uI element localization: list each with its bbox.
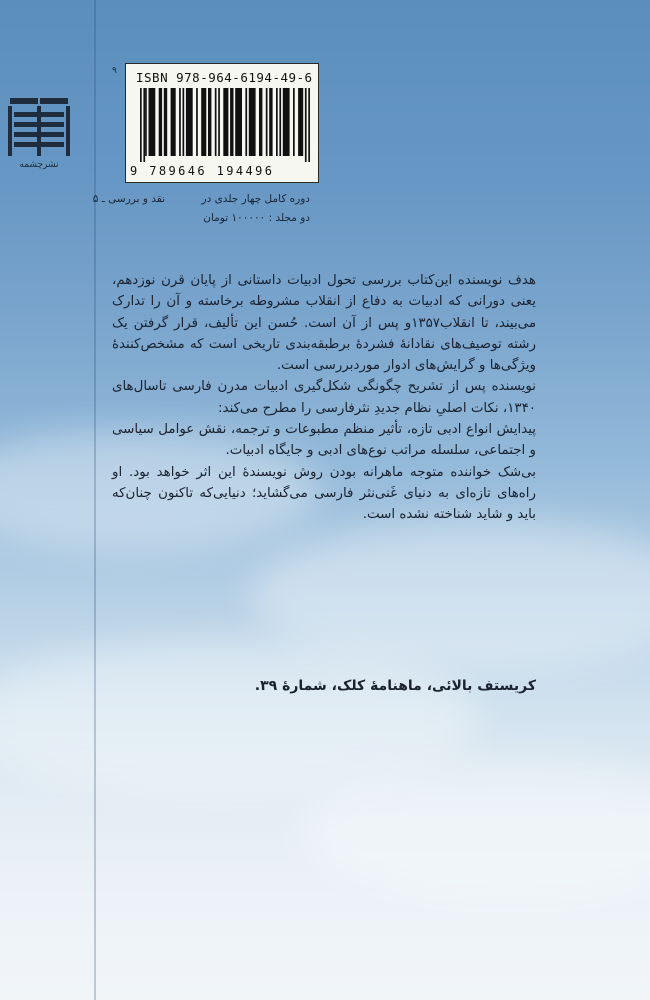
- barcode-guard-bar: [143, 88, 145, 162]
- barcode-bar: [249, 88, 256, 156]
- barcode-bar: [186, 88, 193, 156]
- back-cover-blurb: [112, 270, 536, 526]
- barcode-bar: [164, 88, 167, 156]
- barcode-bar: [201, 88, 206, 156]
- barcode-bar: [223, 88, 228, 156]
- barcode-bar: [149, 88, 156, 156]
- barcode-bar: [259, 88, 262, 156]
- review-signature: کریستف بالائی، ماهنامهٔ کلک، شمارهٔ ۳۹.: [254, 678, 536, 694]
- barcode-bar: [266, 88, 268, 156]
- series-label: نقد و بررسی ـ ۵: [92, 193, 165, 205]
- set-note: دوره کامل چهار جلدی در: [201, 193, 310, 205]
- barcode-bar: [245, 88, 247, 156]
- barcode-guard-bar: [305, 88, 307, 162]
- barcode-bar: [196, 88, 198, 156]
- barcode-bar: [230, 88, 233, 156]
- blurb-paragraph: بی‌شک خواننده متوجه ماهرانه بودن روش نویسندهٔ این اثر خواهد بود. او راه‌های تازه‌ای به دنیای غَنی‌نثر فارسی می‌گشاید؛ دنیایی‌که تاکنون چنان‌که باید و شاید شناخته نشده است.: [112, 464, 536, 523]
- barcode-bar: [171, 88, 176, 156]
- barcode-guard-bar: [140, 88, 142, 162]
- publisher-caption: نشرچشمه: [19, 160, 59, 170]
- barcode-bar: [183, 88, 185, 156]
- blurb-paragraph: هدف نویسنده این‌کتاب بررسی تحول ادبیات داستانی از پایان قرن نوزدهم، یعنی دورانی که ادبیات به دفاع از انقلاب مشروطه برخاسته و آن را تدارک می‌بیند، تا انقلاب۱۳۵۷و پس از آن است. حُسن این تألیف، قرار گرفتن یک رشته توصیف‌های نقادانهٔ فشردهٔ برطبقه‌بندی تاریخی است که مشخص‌کنندهٔ ویژگی‌ها و گرایش‌های ادوار موردبررسی است.: [112, 273, 536, 374]
- barcode-bar: [279, 88, 281, 156]
- blurb-paragraph: نویسنده پس از تشریح چگونگی شکل‌گیری ادبیات مدرن فارسی تاسال‌های ۱۳۴۰، نکات اصلیِ نظام جدیدِ نثرفارسی را مطرح می‌کند:: [112, 379, 536, 416]
- barcode-digits: 9 789646 194496: [130, 164, 275, 178]
- isbn-text: ISBN 978-964-6194-49-6: [136, 70, 313, 85]
- barcode-bar: [283, 88, 290, 156]
- barcode-bar: [208, 88, 211, 156]
- barcode-bar: [218, 88, 220, 156]
- spine-fold-line: [94, 0, 96, 1000]
- barcode-bar: [293, 88, 295, 156]
- side-mark: ۹: [112, 66, 117, 76]
- barcode-bar: [159, 88, 162, 156]
- barcode-label: [125, 63, 319, 183]
- barcode-guard-bar: [308, 88, 310, 162]
- barcode-bars: [140, 88, 310, 162]
- book-stack-logo-icon: [4, 92, 74, 162]
- barcode-bar: [145, 88, 147, 156]
- barcode-bar: [235, 88, 242, 156]
- price-label: دو مجلد : ۱۰۰۰۰۰ تومان: [203, 212, 310, 224]
- barcode-bar: [298, 88, 303, 156]
- barcode-bar: [269, 88, 272, 156]
- barcode-bar: [276, 88, 278, 156]
- barcode-bar: [179, 88, 181, 156]
- blurb-paragraph: پیدایش انواع ادبی تازه، تأثیر منظم مطبوعات و ترجمه، نقش عوامل سیاسی و اجتماعی، سلسله مراتب نوع‌های ادبی و جایگاه ادبیات.: [112, 422, 536, 459]
- barcode-bar: [215, 88, 217, 156]
